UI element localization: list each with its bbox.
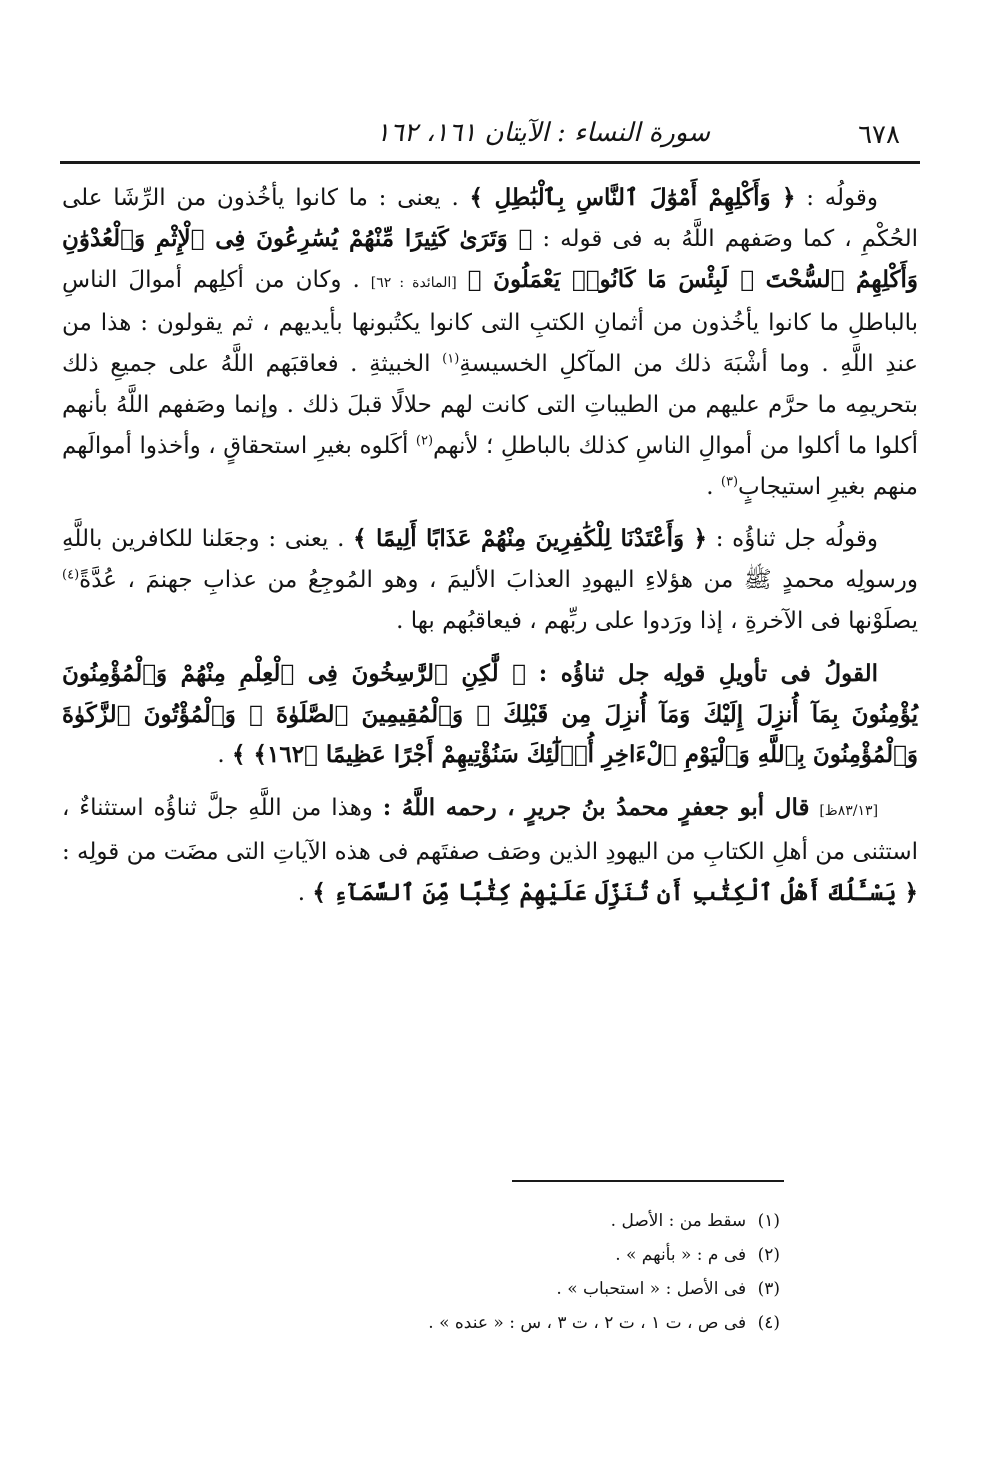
header-rule (60, 161, 920, 164)
footnote-number: (٣) (757, 1279, 780, 1299)
p1-text2: . وكان من أكلِهم أموالَ الناسِ بالباطلِ ما كانوا يأخُذون من أثمانِ الكتبِ التى كانوا يكتُبونها بأيديهم ، ثم يقولون : هذا من عندِ اللَّهِ . وما أشْبَهَ ذلك من المآكلِ الخسيسةِ (62, 266, 918, 378)
p4-end: . (297, 879, 306, 906)
section-heading: القولُ فى تأويلِ قولِه جل ثناؤُه : (538, 659, 878, 687)
p2-text2: يصلَوْنها فى الآخرةِ ، إذا ورَدوا على ربِّهم ، فيعاقبُهم بها . (396, 607, 918, 634)
p2-intro: وقولُه جل ثناؤُه : (715, 526, 879, 553)
footnote-2 (300, 1238, 780, 1272)
paragraph-4 (62, 788, 918, 913)
page-number: ٦٧٨ (858, 120, 900, 150)
paragraph-3 (62, 654, 918, 776)
quran-quote: ﴿ يَسْـَٔلُكَ أَهْلُ ٱلْكِتَٰبِ أَن تُنَزِّلَ عَلَيْهِمْ كِتَٰبًا مِّنَ ٱلسَّمَآءِ ﴾ (312, 878, 918, 906)
footnote-number: (٤) (757, 1313, 780, 1333)
quran-quote: ﴿ وَتَرَىٰ كَثِيرًا مِّنْهُمْ يُسَٰرِعُونَ فِى ٱلْإِثْمِ وَٱلْعُدْوَٰنِ وَأَكْلِهِمُ ٱلسُّحْتَ ۚ لَبِئْسَ مَا كَانُوا۟ يَعْمَلُونَ ﴾ (62, 224, 918, 293)
footnote-text: فى الأصل : « استحباب » . (556, 1279, 747, 1299)
footnotes (300, 1204, 780, 1340)
quran-quote: ﴿ وَأَكْلِهِمْ أَمْوَٰلَ ٱلنَّاسِ بِٱلْبَٰطِلِ ﴾ (469, 184, 796, 211)
speaker-attribution: قال أبو جعفرٍ محمدُ بنُ جريرٍ ، رحمه اللَّهُ : (382, 794, 810, 822)
p1-text1: . يعنى : ما كانوا يأخُذون من الرِّشَا على الحُكْمِ ، كما وصَفهم اللَّهُ به فى قوله : (62, 185, 918, 252)
footnote-number: (١) (757, 1211, 780, 1231)
main-text (62, 178, 918, 926)
footnote-number: (٢) (757, 1245, 780, 1265)
paragraph-1 (62, 178, 918, 507)
p1-text3: الخبيثةِ . فعاقبَهم اللَّهُ على جميعِ ذلك بتحريمِه ما حرَّم عليهم من الطيباتِ التى كانت لهم حلالًا قبلَ ذلك . وإنما وصَفهم اللَّهُ بأنهم أكلوا ما أكلوا من أموالِ الناسِ كذلك بالباطلِ ؛ لأنهم (62, 351, 919, 459)
footnote-text: فى م : « بأنهم » . (615, 1245, 747, 1265)
p1-end: . (706, 473, 714, 500)
footnote-text: فى ص ، ت ١ ، ت ٢ ، ت ٣ ، س : « عنده » . (428, 1313, 747, 1333)
footnote-1 (300, 1204, 780, 1238)
p1-text4: أكَلوه بغيرِ استحقاقٍ ، وأخذوا أموالَهم منهم بغيرِ استيجابٍ (62, 432, 918, 500)
running-title: سورة النساء : الآيتان ١٦١، ١٦٢ (375, 118, 710, 148)
manuscript-reference: [٨٣/١٣ظ] (819, 803, 879, 820)
footnote-marker[interactable]: (٣) (720, 473, 739, 489)
footnote-marker[interactable]: (١) (442, 351, 460, 367)
quran-quote: ﴿ وَأَعْتَدْنَا لِلْكَٰفِرِينَ مِنْهُمْ عَذَابًا أَلِيمًا ﴾ (353, 525, 708, 553)
p3-end: . (217, 742, 225, 769)
footnote-rule (512, 1180, 784, 1182)
footnote-4 (300, 1306, 780, 1340)
p2-text1: . يعنى : وجعَلنا للكافرين باللَّهِ ورسولِه محمدٍ ﷺ من هؤلاءِ اليهودِ العذابَ الأليمَ ، وهو المُوجِعُ من عذابِ جهنمَ ، عُدَّةً (62, 526, 918, 594)
verse-reference: [المائدة : ٦٢] (370, 274, 457, 291)
p4-text1: وهذا من اللَّهِ جلَّ ثناؤُه استثناءٌ ، استثنى من أهلِ الكتابِ من اليهودِ الذين وصَف صفتَهم فى هذه الآياتِ التى مضَت من قولِه : (62, 795, 918, 865)
p1-intro: وقولُه : (806, 185, 879, 211)
footnote-3 (300, 1272, 780, 1306)
page-header (60, 112, 920, 158)
footnote-marker[interactable]: (٢) (415, 433, 434, 449)
quran-quote: ﴿ لَّٰكِنِ ٱلرَّٰسِخُونَ فِى ٱلْعِلْمِ مِنْهُمْ وَٱلْمُؤْمِنُونَ يُؤْمِنُونَ بِمَآ أُنزِلَ إِلَيْكَ وَمَآ أُنزِلَ مِن قَبْلِكَ ۚ وَٱلْمُقِيمِينَ ٱلصَّلَوٰةَ ۚ وَٱلْمُؤْتُونَ ٱلزَّكَوٰةَ وَٱلْمُؤْمِنُونَ بِٱللَّهِ وَٱلْيَوْمِ ٱلْءَاخِرِ أُو۟لَٰٓئِكَ سَنُؤْتِيهِمْ أَجْرًا عَظِيمًا ﴿١٦٢﴾ ﴾ (62, 659, 918, 769)
footnote-text: سقط من : الأصل . (610, 1211, 747, 1231)
footnote-marker[interactable]: (٤) (62, 567, 80, 583)
paragraph-2 (62, 519, 918, 641)
